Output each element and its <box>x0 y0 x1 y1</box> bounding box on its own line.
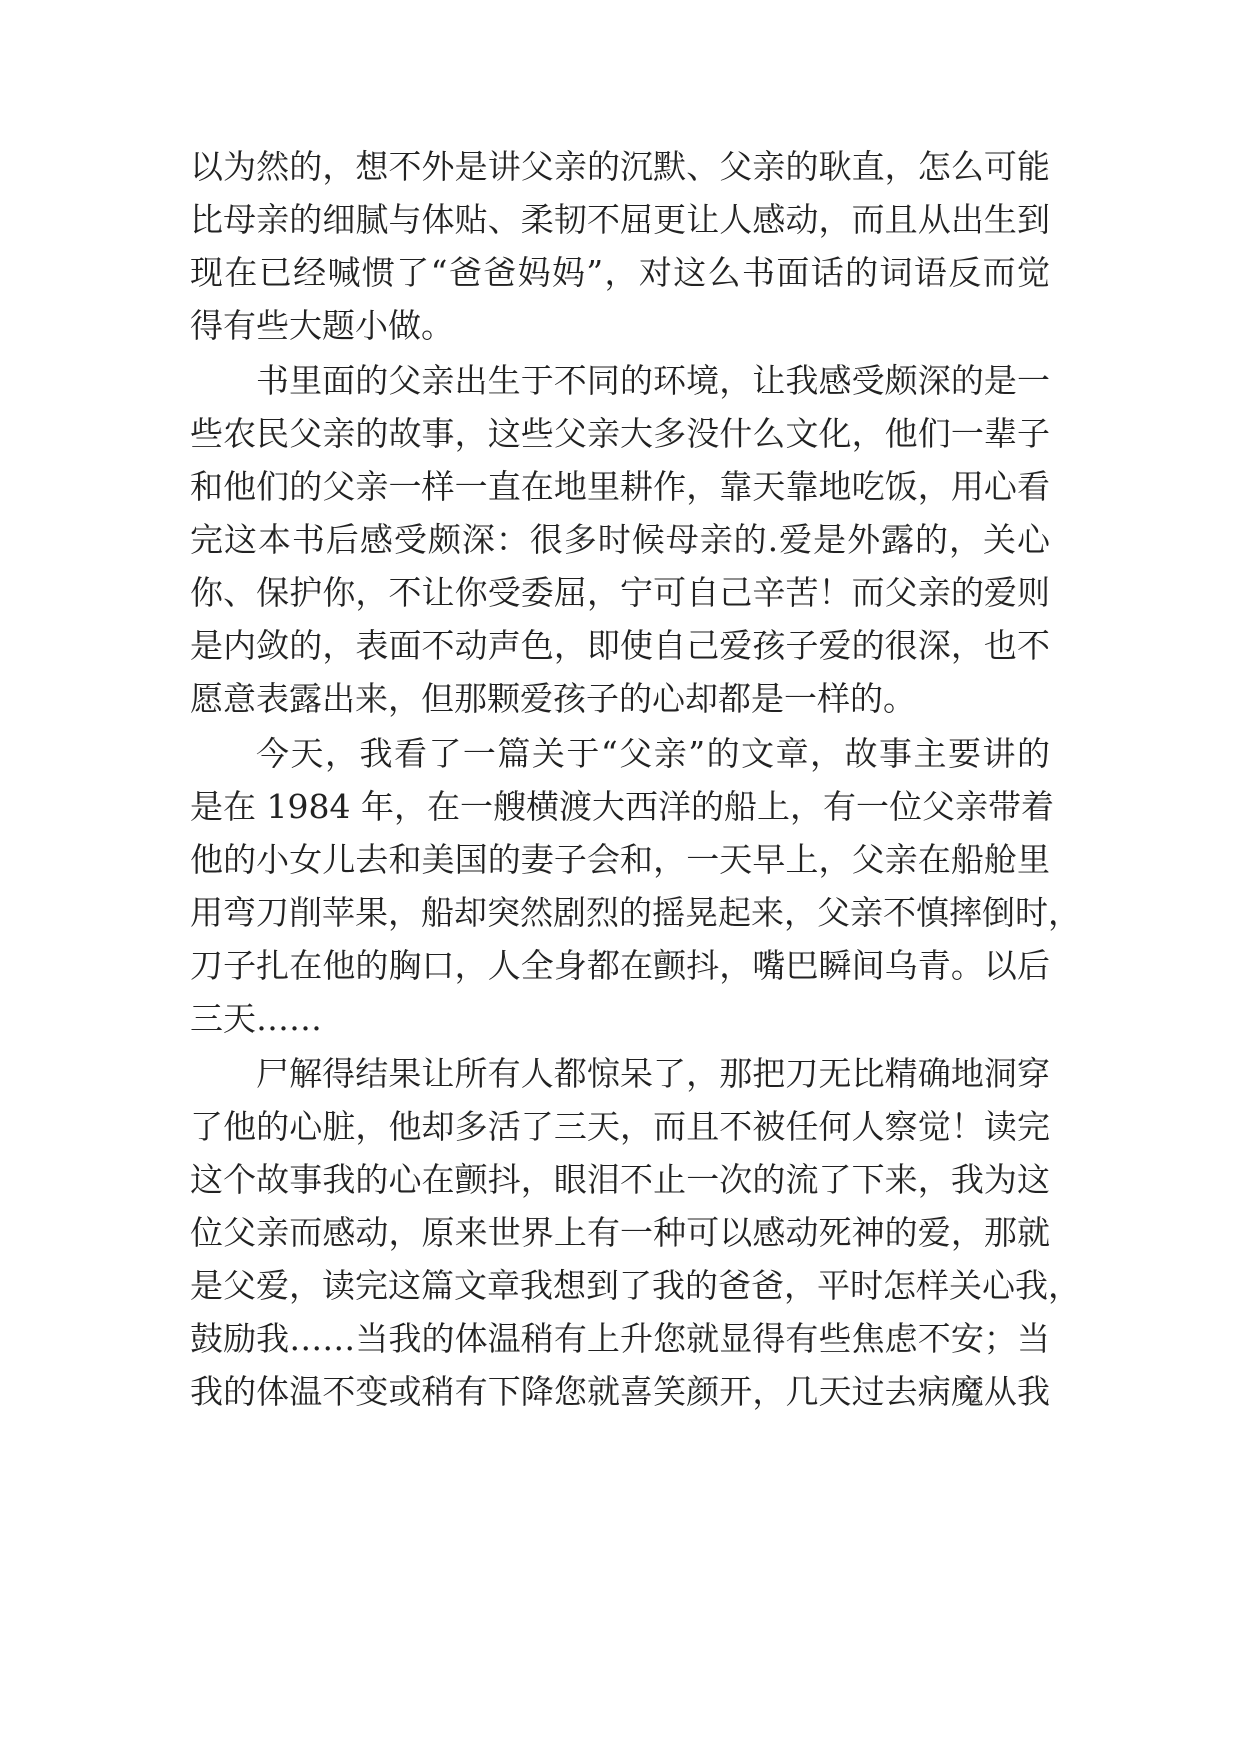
paragraph-4-line-4: 位父亲而感动，原来世界上有一种可以感动死神的爱，那就 <box>190 1213 1050 1252</box>
paragraph-3-line-3: 他的小女儿去和美国的妻子会和，一天早上，父亲在船舱里 <box>190 840 1050 879</box>
paragraph-1-line-2: 比母亲的细腻与体贴、柔韧不屈更让人感动，而且从出生到 <box>190 200 1050 239</box>
paragraph-3-line-4: 用弯刀削苹果，船却突然剧烈的摇晃起来，父亲不慎摔倒时， <box>190 893 1081 932</box>
paragraph-1-line-1: 以为然的，想不外是讲父亲的沉默、父亲的耿直，怎么可能 <box>190 147 1050 186</box>
paragraph-3-line-6: 三天…… <box>190 999 322 1038</box>
paragraph-3-line-5: 刀子扎在他的胸口，人全身都在颤抖，嘴巴瞬间乌青。以后 <box>190 946 1050 985</box>
paragraph-2-line-7: 愿意表露出来，但那颗爱孩子的心却都是一样的。 <box>190 679 916 718</box>
paragraph-3-line-1: 今天，我看了一篇关于“父亲”的文章，故事主要讲的 <box>256 734 1050 773</box>
paragraph-4-line-7: 我的体温不变或稍有下降您就喜笑颜开，几天过去病魔从我 <box>190 1372 1050 1411</box>
paragraph-1-line-4: 得有些大题小做。 <box>190 306 454 345</box>
paragraph-2-line-6: 是内敛的，表面不动声色，即使自己爱孩子爱的很深，也不 <box>190 626 1050 665</box>
paragraph-4-line-3: 这个故事我的心在颤抖，眼泪不止一次的流了下来，我为这 <box>190 1160 1050 1199</box>
paragraph-4-line-2: 了他的心脏，他却多活了三天，而且不被任何人察觉！读完 <box>190 1107 1050 1146</box>
paragraph-1-line-3: 现在已经喊惯了“爸爸妈妈”，对这么书面话的词语反而觉 <box>190 253 1050 292</box>
paragraph-2-line-2: 些农民父亲的故事，这些父亲大多没什么文化，他们一辈子 <box>190 414 1050 453</box>
paragraph-2-line-1: 书里面的父亲出生于不同的环境，让我感受颇深的是一 <box>256 361 1050 400</box>
paragraph-2-line-5: 你、保护你，不让你受委屈，宁可自己辛苦！而父亲的爱则 <box>190 573 1050 612</box>
paragraph-2-line-3: 和他们的父亲一样一直在地里耕作，靠天靠地吃饭，用心看 <box>190 467 1050 506</box>
paragraph-4-line-6: 鼓励我……当我的体温稍有上升您就显得有些焦虑不安；当 <box>190 1319 1050 1358</box>
paragraph-3-line-2: 是在 1984 年，在一艘横渡大西洋的船上，有一位父亲带着 <box>190 787 1054 826</box>
paragraph-4-line-1: 尸解得结果让所有人都惊呆了，那把刀无比精确地洞穿 <box>256 1054 1050 1093</box>
paragraph-2-line-4: 完这本书后感受颇深：很多时候母亲的.爱是外露的，关心 <box>190 520 1050 559</box>
paragraph-4-line-5: 是父爱，读完这篇文章我想到了我的爸爸，平时怎样关心我， <box>190 1266 1081 1305</box>
